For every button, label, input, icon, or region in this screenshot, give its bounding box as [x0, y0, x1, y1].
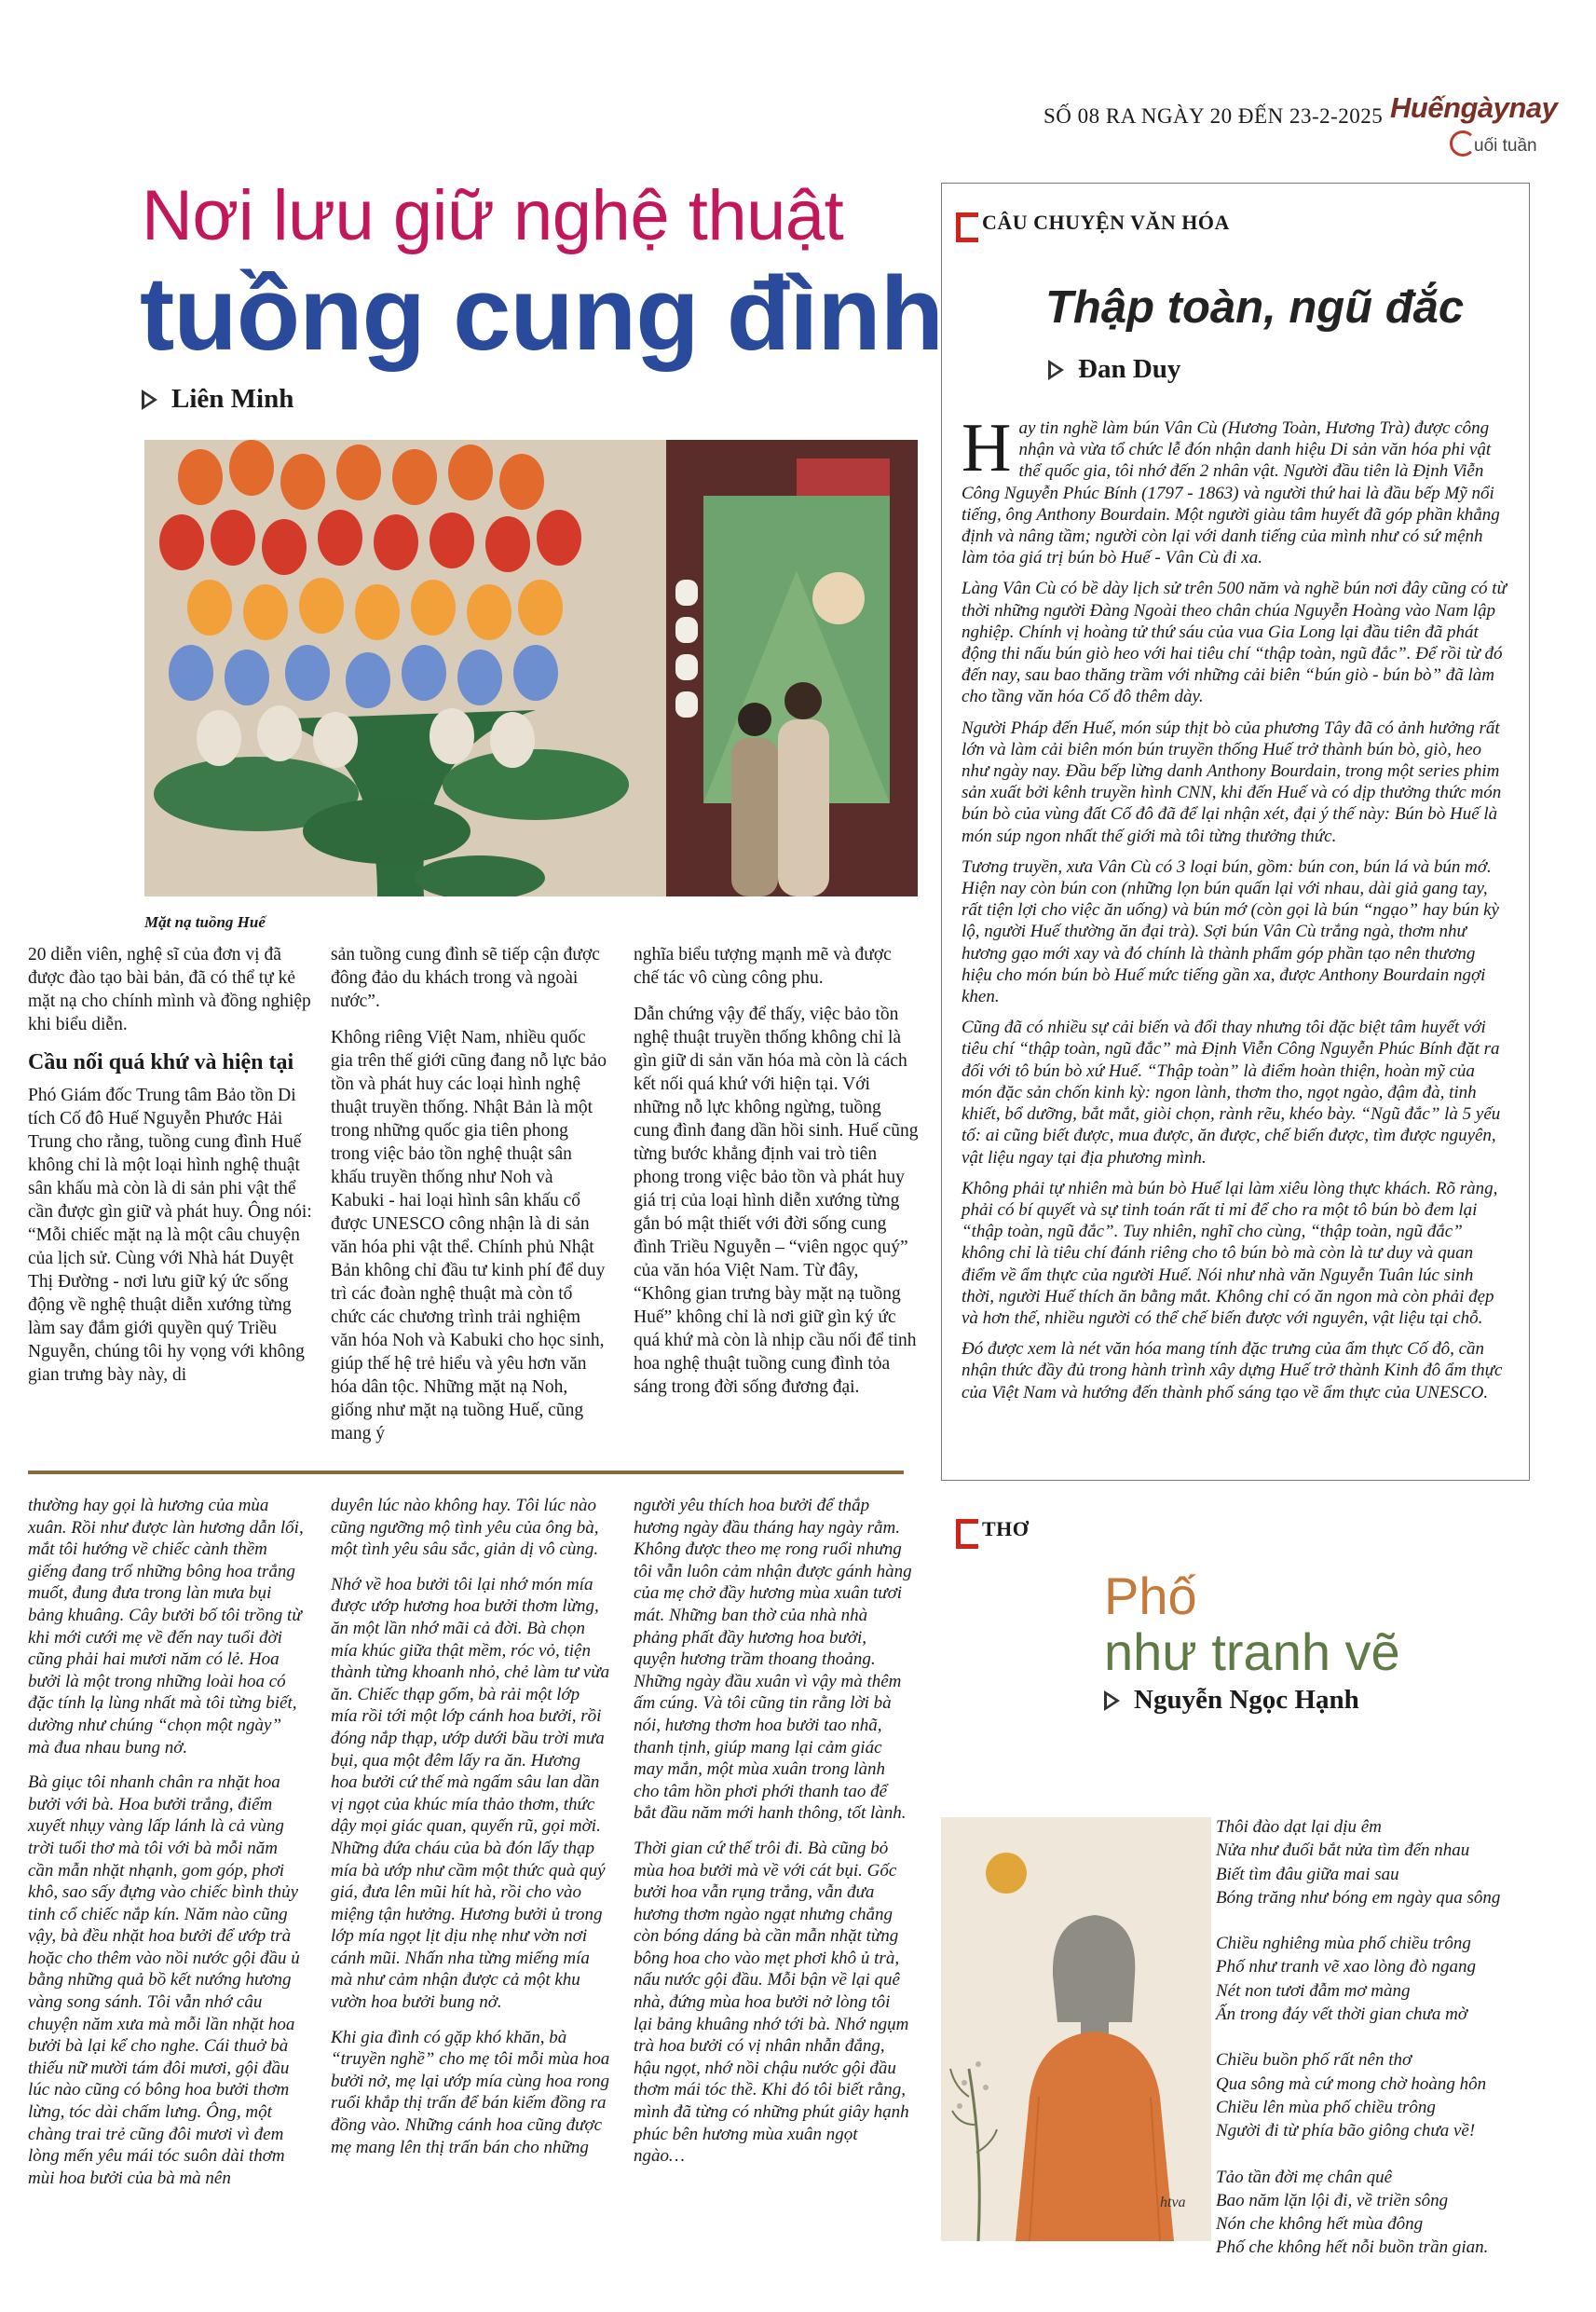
masks-illustration	[144, 440, 918, 896]
article-photo-masks	[144, 440, 918, 896]
photo-caption: Mặt nạ tuồng Huế	[144, 913, 266, 931]
poem-stanza	[1216, 1932, 1500, 2026]
continued-paragraph: thường hay gọi là hương của mùa xuân. Rồi như được làn hương dẫn lối, mắt tôi hướng về chiếc cành thềm giếng đang trổ những bông hoa trắng muốt, đung đưa trong làn mưa bụi bảng khuâng. Cây bưởi bố tôi trồng từ khi mới cưới mẹ về đến nay tuổi đời cũng phải hai mươi năm có lẻ. Hoa bưởi là một trong những loài hoa có đặc tính lạ lùng nhất mà tôi từng biết, dường như chúng “chọn một ngày” mà đua nhau bung nở.	[28, 1496, 304, 1758]
section-divider	[28, 1471, 904, 1474]
logo-c-icon	[1450, 130, 1476, 157]
poem-title-line1: Phố	[1104, 1566, 1197, 1625]
publication-sub-logo	[1450, 130, 1537, 157]
article-title-line2: tuồng cung đình	[140, 255, 944, 372]
poem-byline	[1104, 1685, 1359, 1716]
sidebar-paragraph: Không phải tự nhiên mà bún bò Huế lại làm xiêu lòng thực khách. Rõ ràng, phải có bí quyết và sự tinh toán rất tỉ mỉ để cho ra một tô bún bò đem lại “thập toàn, ngũ đắc”. Tuy nhiên, nghĩ cho cùng, “thập toàn, ngũ đắc” không chỉ là tiêu chí đánh riêng cho tô bún bò mà còn là tư duy và quan điểm về ẩm thực của người Huế. Nói như nhà văn Nguyễn Tuân lúc sinh thời, người Huế thích ăn bằng mắt. Không chỉ có ăn ngon mà còn phải đẹp và hơn thế, nhiều người có thể chế biến được với nguyên, vật liệu tại chỗ.	[962, 1178, 1498, 1328]
poem-illustration	[941, 1817, 1211, 2241]
illustration-signature: htva	[1160, 2195, 1186, 2210]
sidebar-title: Thập toàn, ngũ đắc	[1045, 282, 1465, 333]
continued-paragraph: người yêu thích hoa bưởi để thắp hương ngày đầu tháng hay ngày rằm. Không được theo mẹ rong ruổi nhưng tôi vẫn luôn cảm nhận được gánh hàng của mẹ chở đầy hương mùa xuân tươi mát. Những ban thờ của nhà nhà phảng phất đầy hương hoa bưởi, quyện hương trầm thoang thoảng. Những ngày đầu xuân vì vậy mà thêm ấm cúng. Và tôi cũng tin rằng lời bà nói, hương thơm hoa bưởi tao nhã, thanh tịnh, giúp mang lại cảm giác may mắn, một mùa xuân trong lành cho tâm hồn phơi phới thanh tao để bắt đầu năm mới hanh thông, tốt lành.	[634, 1496, 912, 1824]
poem-line: Nửa như đuối bắt nửa tìm đến nhau	[1216, 1840, 1470, 1861]
continued-paragraph: Khi gia đình có gặp khó khăn, bà “truyền nghề” cho mẹ tôi mỗi mùa hoa bưởi nở, mẹ lại ướp mía cùng hoa rong ruổi khắp thị trấn để bán kiếm đồng ra đồng vào. Những cánh hoa cũng được mẹ mang lên thị trấn bán cho những	[331, 2027, 610, 2157]
poem-line: Phố che không hết nỗi buồn trần gian.	[1216, 2237, 1489, 2258]
article-title-line1: Nơi lưu giữ nghệ thuật	[142, 176, 844, 255]
poem-section-tag	[956, 1517, 1029, 1549]
poem-line: Nón che không hết mùa đông	[1216, 2214, 1424, 2235]
continued-paragraph: Bà giục tôi nhanh chân ra nhặt hoa bưởi với bà. Hoa bưởi trắng, điểm xuyết nhụy vàng lấp lánh là cả vùng trời tuổi thơ mà tôi với bà mỗi năm cần mẫn nhặt nhạnh, gom góp, phơi khô, sao sấy đựng vào chiếc bình thủy tinh cổ chiếc nắp kín. Năm nào cũng vậy, bà đều nhặt hoa bưởi để ướp trà hoặc cho thêm vào nồi nước gội đầu ủ bằng những quả bồ kết nướng hương vàng song sánh. Tôi vẫn nhớ câu chuyện năm xưa mà mỗi lần nhặt hoa bưởi bà lại kể cho nghe. Cái thuở bà thiếu nữ mười tám đôi mươi, gội đầu lúc nào cũng có bông hoa bưởi thơm lừng, tóc dài chấm lưng. Ông, một chàng trai trẻ cũng đôi mươi vì đem lòng mến yêu mái tóc suôn dài thơm mùi hoa bưởi của bà mà nên	[28, 1772, 300, 2188]
drop-cap: H	[962, 410, 1012, 486]
article-byline	[142, 384, 293, 415]
article-paragraph: 20 diễn viên, nghệ sĩ của đơn vị đã được đào tạo bài bản, đã có thể tự kẻ mặt nạ cho chính mình và đồng nghiệp khi biểu diễn.	[28, 945, 311, 1034]
continued-column-1	[28, 1495, 307, 2202]
poem-title-line2: như tranh vẽ	[1104, 1622, 1400, 1681]
poem-line: Nét non tươi đẫm mơ màng	[1216, 1980, 1411, 2001]
article-column-1	[28, 943, 319, 1400]
poem-line: Phố như tranh vẽ xao lòng đò ngang	[1216, 1957, 1476, 1977]
article-author: Liên Minh	[171, 384, 294, 414]
poem-line: Qua sông mà cứ mong chờ hoàng hôn	[1216, 2073, 1487, 2094]
section-marker-icon	[956, 1519, 978, 1549]
section-marker-icon	[956, 212, 978, 242]
poem-line: Chiều lên mùa phố chiều trông	[1216, 2097, 1436, 2117]
continued-column-2	[331, 1495, 610, 2171]
article-column-2	[331, 943, 610, 1458]
article-column-3	[634, 943, 919, 1412]
sidebar-author: Đan Duy	[1078, 354, 1181, 384]
section-label: THƠ	[982, 1517, 1030, 1540]
poem-line: Tảo tần đời mẹ chân quê	[1216, 2167, 1393, 2187]
sidebar-text	[962, 410, 1507, 1413]
sidebar-paragraph: Người Pháp đến Huế, món súp thịt bò của phương Tây đã có ảnh hưởng rất lớn và làm cải biên món bún truyền thống Huế trở thành bún bò, giò, heo như ngày nay. Đầu bếp lừng danh Anthony Bourdain, trong một series phim sản xuất bởi kênh truyền hình CNN, khi đến Huế và có dịp thưởng thức món bún bò của vùng đất Cố đô đã để lại nhận xét, đại ý thế này: Bún bò Huế là món súp ngon nhất thế giới mà tôi từng thưởng thức.	[962, 718, 1502, 846]
poem-stanza	[1216, 1815, 1500, 1909]
poem-line: Biết tìm đâu giữa mai sau	[1216, 1864, 1399, 1884]
sidebar-paragraph: Đó được xem là nét văn hóa mang tính đặc trưng của ẩm thực Cố đô, cần nhận thức đầy đủ trong hành trình xây dựng Huế trở thành Kinh đô ẩm thực của Việt Nam và hướng đến thành phố sáng tạo về ẩm thực của UNESCO.	[962, 1339, 1503, 1402]
continued-paragraph: duyên lúc nào không hay. Tôi lúc nào cũng ngưỡng mộ tình yêu của ông bà, một tình yêu sâu sắc, giản dị vô cùng.	[331, 1496, 599, 1560]
triangle-icon	[1048, 360, 1065, 380]
publication-logo: Huếngàynay	[1390, 91, 1558, 124]
article-paragraph: Dẫn chứng vậy để thấy, việc bảo tồn nghệ thuật truyền thống không chỉ là gìn giữ di sản văn hóa mà còn là cách kết nối quá khứ với hiện tại. Với những nỗ lực không ngừng, tuồng cung đình đang dần hồi sinh. Huế cũng từng bước khẳng định vai trò tiên phong trong việc bảo tồn và phát huy giá trị của loại hình diễn xướng từng gắn bó mật thiết với đời sống cung đình Triều Nguyễn – “viên ngọc quý” của văn hóa Việt Nam. Từ đây, “Không gian trưng bày mặt nạ tuồng Huế” không chỉ là nơi giữ gìn ký ức quá khứ mà còn là nhịp cầu nối để tinh hoa nghệ thuật tuồng cung đình tỏa sáng trong đời sống đương đại.	[634, 1005, 919, 1397]
article-paragraph: Không riêng Việt Nam, nhiều quốc gia trên thế giới cũng đang nỗ lực bảo tồn và phát huy các loại hình nghệ thuật truyền thống. Nhật Bản là một trong những quốc gia tiên phong trong việc bảo tồn nghệ thuật sân khấu truyền thống như Noh và Kabuki - hai loại hình sân khấu cổ được UNESCO công nhận là di sản văn hóa phi vật thể. Chính phủ Nhật Bản không chỉ đầu tư kinh phí để duy trì các đoàn nghệ thuật mà còn tổ chức các chương trình trải nghiệm văn hóa Noh và Kabuki cho học sinh, giúp thế hệ trẻ hiểu và yêu hơn văn hóa dân tộc. Những mặt nạ Noh, giống như mặt nạ tuồng Huế, cũng mang ý	[331, 1028, 607, 1443]
triangle-icon	[1104, 1690, 1121, 1711]
culture-section-tag	[956, 211, 1230, 242]
poem-line: Thôi đào dạt lại dịu êm	[1216, 1817, 1382, 1837]
continued-paragraph: Thời gian cứ thế trôi đi. Bà cũng bỏ mùa hoa bưởi mà về với cát bụi. Gốc bưởi hoa vẫn rụng trắng, vẫn đưa hương thơm ngào ngạt nhưng chẳng còn bóng dáng bà cần mẫn nhặt từng bông hoa cho vào mẹt phơi khô ủ trà, nấu nước gội đầu. Mỗi bận về lại quê nhà, đứng mùa hoa bưởi nở lòng tôi lại bảng khuâng nhớ tới bà. Nhớ ngụm trà hoa bưởi có vị nhân nhẫn đắng, hậu ngọt, nhớ nồi chậu nước gội đầu thơm mái tóc thề. Khi đó tôi biết rằng, mình đã từng có những phút giây hạnh phúc bên hương mùa xuân ngọt ngào…	[634, 1838, 909, 2167]
sidebar-paragraph: Cũng đã có nhiều sự cải biến và đổi thay nhưng tôi đặc biệt tâm huyết với tiêu chí “thập toàn, ngũ đắc” mà Định Viễn Công Nguyễn Phúc Bính đặt ra đối với tô bún bò xứ Huế. “Thập toàn” là điểm hoàn thiện, hoàn mỹ của món đặc sản chốn kinh kỳ: ngon lành, thơm tho, ngọt ngào, đậm đà, tinh khiết, bổ dưỡng, bắt mắt, giòi chọn, rành rẽu, khéo bày. “Ngũ đắc” là 5 yếu tố: ai cũng biết được, mua được, ăn được, chế biến được, tìm được nguyên, vật liệu ngay tại địa phương mình.	[962, 1018, 1501, 1168]
article-paragraph: sản tuồng cung đình sẽ tiếp cận được đông đảo du khách trong và ngoài nước”.	[331, 945, 600, 1011]
continued-column-3	[634, 1495, 913, 2181]
poem-line: Ấn trong đáy vết thời gian chưa mờ	[1216, 2004, 1468, 2025]
sidebar-byline	[1048, 354, 1180, 385]
sidebar-paragraph: Tương truyền, xưa Vân Cù có 3 loại bún, gồm: bún con, bún lá và bún mớ. Hiện nay còn bún con (những lọn bún quấn lại với nhau, dài giả gang tay, rất tiện lợi cho việc ăn uống) và bún mớ (còn gọi là bún “ngạo” hay bún kỳ lộ, người Huế thường ăn đại trà). Sợi bún Vân Cù trắng ngà, thơm như hương gạo mới xay và đó chính là thành phẩm góp phần tạo nên thương hiệu cho món bún bò Huế mức tiếng gần xa, được Anthony Bourdain ngợi khen.	[962, 856, 1499, 1007]
poem-line: Bao năm lặn lội đi, về triền sông	[1216, 2190, 1449, 2210]
woman-illustration	[941, 1817, 1211, 2241]
poem-stanza	[1216, 2048, 1500, 2142]
poem-line: Chiều buồn phố rất nên thơ	[1216, 2050, 1412, 2071]
poem-line: Người đi từ phía bão giông chưa về!	[1216, 2121, 1476, 2141]
poem-stanza	[1216, 2166, 1500, 2260]
publication-sub-text: uối tuần	[1474, 136, 1537, 156]
article-subheading: Cầu nối quá khứ và hiện tại	[28, 1050, 294, 1074]
triangle-icon	[142, 390, 158, 410]
sidebar-paragraph: ay tin nghề làm bún Vân Cù (Hương Toàn, Hương Trà) được công nhận và vừa tổ chức lễ đón nhận danh hiệu Di sản văn hóa phi vật thể quốc gia, tôi nhớ đến 2 nhân vật. Người đầu tiên là Định Viễn Công Nguyễn Phúc Bính (1797 - 1863) và người thứ hai là đầu bếp Mỹ nổi tiếng, ông Anthony Bourdain. Một người giàu tâm huyết đã góp phần khẳng định và nâng tầm; người còn lại với danh tiếng của mình như có sứ mệnh làm tỏa giá trị bún bò Huế - Vân Cù đi xa.	[962, 418, 1500, 568]
continued-paragraph: Nhớ về hoa bưởi tôi lại nhớ món mía được ướp hương hoa bưởi thơm lừng, ăn một lần nhớ mãi cả đời. Bà chọn mía khúc giữa thật mềm, róc vỏ, tiện thành từng khoanh nhỏ, chẻ làm tư vừa ăn. Chiếc thạp gốm, bà rải một lớp mía rồi tới một lớp cánh hoa bưởi, rồi đóng nắp thạp, ướp dưới bầu trời mưa bụi, qua một đêm lấy ra ăn. Hương hoa bưởi cứ thế mà ngấm sâu lan dần vị ngọt của khúc mía thảo thơm, thức dậy mọi giác quan, quyến rũ, gọi mời. Những đứa cháu của bà đón lấy thạp mía bà ướp như cầm một thức quà quý giá, đưa lên mũi hít hà, rồi cho vào miệng tận hưởng. Hương bưởi ủ trong lớp mía ngọt lịt dịu nhẹ như vờn nơi cánh mũi. Nhấn nha từng miếng mía mà như cảm nhận được cả một khu vườn hoa bưởi bung nở.	[331, 1574, 610, 2013]
poem-line: Bóng trăng như bóng em ngày qua sông	[1216, 1887, 1501, 1908]
poem-author: Nguyễn Ngọc Hạnh	[1134, 1685, 1359, 1715]
poem-line: Chiều nghiêng mùa phố chiều trông	[1216, 1934, 1471, 1954]
poem-text	[1216, 1815, 1500, 2282]
article-paragraph: nghĩa biểu tượng mạnh mẽ và được chế tác vô cùng công phu.	[634, 945, 892, 988]
sidebar-paragraph: Làng Vân Cù có bề dày lịch sử trên 500 năm và nghề bún nơi đây cũng có từ thời những người Đàng Ngoài theo chân chúa Nguyễn Hoàng vào Nam lập nghiệp. Chính vị hoàng tử thứ sáu của vua Gia Long lại đầu tiên đã phát động thi nấu bún giò heo với hai tiêu chí “thập toàn, ngũ đắc”. Để rồi từ đó đến nay, sau bao thăng trầm với những cải biên “bún giò - bún bò” đã làm cho tầng văn hóa Cố đô thêm dày.	[962, 579, 1507, 707]
article-paragraph: Phó Giám đốc Trung tâm Bảo tồn Di tích Cố đô Huế Nguyễn Phước Hải Trung cho rằng, tuồng cung đình Huế không chỉ là một loại hình nghệ thuật sân khấu mà còn là di sản phi vật thể cần được gìn giữ và phát huy. Ông nói: “Mỗi chiếc mặt nạ là một câu chuyện của lịch sử. Cùng với Nhà hát Duyệt Thị Đường - nơi lưu giữ ký ức sống động về nghệ thuật diễn xướng từng làm say đắm giới quyền quý Triều Nguyễn, chúng tôi hy vọng với không gian trưng bày này, di	[28, 1086, 312, 1385]
section-label: CÂU CHUYỆN VĂN HÓA	[982, 211, 1230, 234]
issue-info: SỐ 08 RA NGÀY 20 ĐẾN 23-2-2025	[1044, 104, 1384, 128]
